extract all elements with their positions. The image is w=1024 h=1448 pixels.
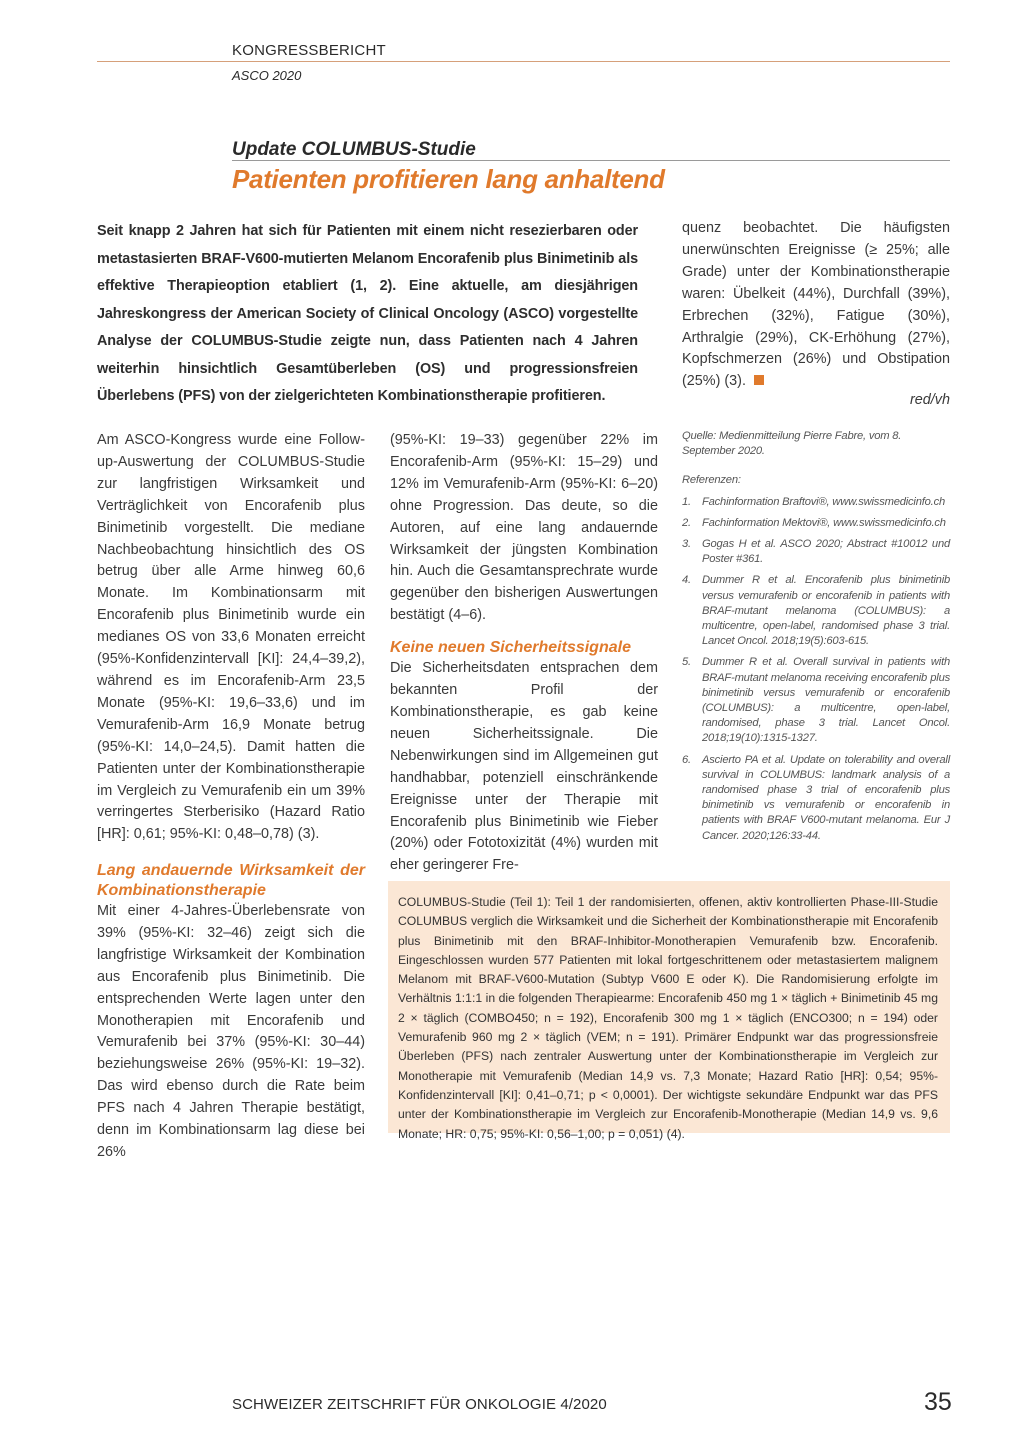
reference-item bbox=[682, 573, 950, 649]
end-mark-icon bbox=[754, 375, 764, 385]
references-heading: Referenzen: bbox=[682, 474, 741, 487]
reference-text: Dummer R et al. Overall survival in patients with BRAF-mutant melanoma receiving encorafenib plus binimetinib versus vemurafenib or encorafenib (COLUMBUS): a multicentre, open-label, randomised, phase 3 trial. Lancet Oncol. 2018;19(10):1315-1327. bbox=[702, 656, 950, 745]
column-1 bbox=[97, 430, 365, 846]
column-2-paragraph-1: (95%-KI: 19–33) gegenüber 22% im Encorafenib-Arm (95%-KI: 15–29) und 12% im Vemurafenib-Arm (95%-KI: 6–20) ohne Progression. Das deute, so die Autoren, auf eine lang andauernde Wirksamkeit der jüngsten Kombination hin. Auch die Gesamtansprechrate wurde gegenüber den bisherigen Auswertungen bestätigt (4–6). bbox=[390, 432, 658, 624]
reference-number: 4. bbox=[682, 574, 691, 587]
study-info-text: COLUMBUS-Studie (Teil 1): Teil 1 der randomisierten, offenen, aktiv kontrollierten Phase-III-Studie COLUMBUS verglich die Wirksamkeit und die Sicherheit der Kombinationstherapie mit Encorafenib plus Binimetinib mit den BRAF-Inhibitor-Monotherapien Vemurafenib bzw. Encorafenib. Eingeschlossen wurden 577 Patienten mit lokal fortgeschrittenem oder metastasiertem malignem Melanom mit BRAF-V600-Mutation (Subtyp V600 E oder K). Die Randomisierung erfolgte im Verhältnis 1:1:1 in die folgenden Therapiearme: Encorafenib 450 mg 1 × täglich + Binimetinib 45 mg 2 × täglich (COMBO450; n = 192), Encorafenib 300 mg 1 × täglich (ENCO300; n = 194) oder Vemurafenib 960 mg 2 × täglich (VEM; n = 191). Primärer Endpunkt war das progressionsfreie Überleben (PFS) nach zentraler Auswertung unter der Kombinationstherapie im Vergleich zur Monotherapie mit Vemurafenib (Median 14,9 vs. 7,3 Monate; Hazard Ratio [HR]: 0,54; 95%-Konfidenzintervall [KI]: 0,41–0,71; p < 0,0001). Der wichtigste sekundäre Endpunkt war das PFS unter der Kombinationstherapie im Vergleich zur Encorafenib-Monotherapie (Median 14,9 vs. 9,6 Monate; HR: 0,75; 95%-KI: 0,56–1,00; p = 0,051) (4). bbox=[398, 895, 938, 1141]
reference-text: Dummer R et al. Encorafenib plus binimetinib versus vemurafenib or encorafenib in patients with BRAF-mutant melanoma (COLUMBUS): a multicentre, open-label, randomised phase 3 trial. Lancet Oncol. 2018;19(5):603-615. bbox=[702, 574, 950, 648]
reference-number: 5. bbox=[682, 656, 691, 669]
subheading-efficacy: Lang andauernde Wirksamkeit der Kombinationstherapie bbox=[97, 862, 365, 899]
column-3-paragraph: quenz beobachtet. Die häufigsten unerwünschten Ereignisse (≥ 25%; alle Grade) unter der Kombinationstherapie waren: Übelkeit (44%), Durchfall (39%), Erbrechen (32%), Fatigue (30%), Arthralgie (29%), CK-Erhöhung (27%), Kopfschmerzen (26%) und Obstipation (25%) (3). bbox=[682, 220, 950, 390]
references-list bbox=[682, 495, 950, 844]
reference-number: 6. bbox=[682, 753, 691, 766]
reference-item bbox=[682, 516, 950, 531]
header-divider bbox=[97, 61, 950, 62]
reference-item bbox=[682, 495, 950, 510]
author-signature: red/vh bbox=[910, 392, 950, 408]
study-info-box bbox=[388, 881, 950, 1141]
column-2 bbox=[390, 430, 658, 877]
article-lead: Seit knapp 2 Jahren hat sich für Patienten mit einem nicht resezierbaren oder metastasierten BRAF-V600-mutierten Melanom Encorafenib plus Binimetinib als effektive Therapieoption etabliert (1, 2). Eine aktuelle, am diesjährigen Jahreskongress der American Society of Clinical Oncology (ASCO) vorgestellte Analyse der COLUMBUS-Studie zeigte nun, dass Patienten nach 4 Jahren weiterhin hinsichtlich Gesamtüberleben (OS) und progressionsfreien Überlebens (PFS) von der zielgerichteten Kombinationstherapie profitieren. bbox=[97, 223, 638, 404]
reference-text: Gogas H et al. ASCO 2020; Abstract #10012 und Poster #361. bbox=[702, 538, 950, 566]
article-kicker: Update COLUMBUS-Studie bbox=[232, 139, 476, 160]
subsection-label: ASCO 2020 bbox=[232, 68, 302, 83]
section-label: KONGRESSBERICHT bbox=[232, 42, 386, 59]
article-title: Patienten profitieren lang anhaltend bbox=[232, 164, 665, 194]
reference-text: Ascierto PA et al. Update on tolerability and overall survival in COLUMBUS: landmark analysis of a randomised phase 3 trial of encorafenib plus binimetinib vs vemurafenib or encorafenib in patients with BRAF V600-mutant melanoma. Eur J Cancer. 2020;126:33-44. bbox=[702, 753, 950, 842]
reference-number: 1. bbox=[682, 495, 691, 508]
title-divider bbox=[232, 160, 950, 161]
reference-item bbox=[682, 753, 950, 844]
column-3-text bbox=[682, 218, 950, 393]
reference-number: 3. bbox=[682, 538, 691, 551]
journal-footer: SCHWEIZER ZEITSCHRIFT FÜR ONKOLOGIE 4/2020 bbox=[232, 1396, 607, 1413]
sources-block bbox=[682, 429, 950, 850]
subheading-safety: Keine neuen Sicherheitssignale bbox=[390, 639, 631, 657]
page-number: 35 bbox=[924, 1388, 952, 1416]
column-1-paragraph-2: Mit einer 4-Jahres-Überlebensrate von 39% (95%-KI: 32–46) zeigt sich die langfristige Wirksamkeit der Kombination aus Encorafenib plus Binimetinib. Die entsprechenden Werte lagen unter den Monotherapien mit Encorafenib und Vemurafenib bei 37% (95%-KI: 30–44) beziehungsweise 26% (95%-KI: 19–32). Das wird ebenso durch die Rate beim PFS nach 4 Jahren Therapie bestätigt, denn im Kombinationsarm lag diese bei 26% bbox=[97, 903, 365, 1160]
reference-item bbox=[682, 655, 950, 746]
column-1-section-2 bbox=[97, 861, 365, 1164]
column-1-paragraph-1: Am ASCO-Kongress wurde eine Follow-up-Auswertung der COLUMBUS-Studie zur langfristigen Wirksamkeit und Verträglichkeit von Encorafenib plus Binimetinib vorgestellt. Die mediane Nachbeobachtung hinsichtlich des OS betrug über alle Arme hinweg 60,6 Monate. Im Kombinationsarm mit Encorafenib plus Binimetinib wurde ein medianes OS von 33,6 Monaten erreicht (95%-Konfidenzintervall [KI]: 24,4–39,2), während es im Encorafenib-Arm 23,5 Monate (95%-KI: 19,6–33,6) und im Vemurafenib-Arm 16,9 Monate betrug (95%-KI: 14,0–24,5). Damit hatten die Patienten unter der Kombinationstherapie im Vergleich zu Vemurafenib ein um 39% verringertes Sterberisiko (Hazard Ratio [HR]: 0,61; 95%-KI: 0,48–0,78) (3). bbox=[97, 432, 365, 843]
reference-text: Fachinformation Mektovi®, www.swissmedicinfo.ch bbox=[702, 516, 946, 529]
reference-item bbox=[682, 537, 950, 567]
reference-number: 2. bbox=[682, 516, 691, 529]
reference-text: Fachinformation Braftovi®, www.swissmedicinfo.ch bbox=[702, 495, 945, 508]
source-note: Quelle: Medienmitteilung Pierre Fabre, vom 8. September 2020. bbox=[682, 430, 902, 458]
column-2-paragraph-2: Die Sicherheitsdaten entsprachen dem bekannten Profil der Kombinationstherapie, es gab keine neuen Sicherheitssignale. Die Nebenwirkungen sind im Allgemeinen gut handhabbar, potenziell einschränkende Ereignisse unter der Therapie mit Encorafenib plus Binimetinib wie Fieber (20%) oder Fototoxizität (4%) wurden mit eher geringerer Fre- bbox=[390, 660, 658, 874]
